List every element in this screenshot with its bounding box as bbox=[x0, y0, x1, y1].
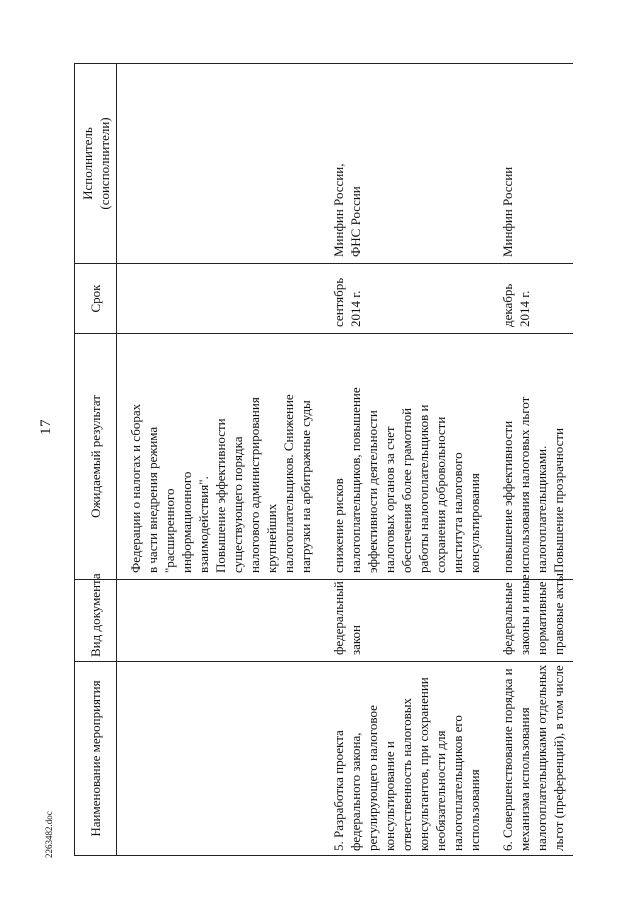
cell-expected-result bbox=[489, 334, 573, 580]
cell-text-line: крупнейших bbox=[264, 503, 279, 573]
cell-text-line: Минфин России, bbox=[331, 163, 346, 257]
cell-text-line: федеральный bbox=[331, 581, 346, 655]
cell-text-line: 5. Разработка проекта bbox=[331, 730, 346, 851]
cell-text-line: консультантов, при сохранении bbox=[416, 677, 431, 851]
cell-text-line: снижение рисков bbox=[331, 478, 346, 573]
header-line: Срок bbox=[88, 284, 103, 313]
cell-text-line: налогоплательщиками отдельных bbox=[534, 664, 549, 851]
cell-text-line: эффективности деятельности bbox=[365, 410, 380, 573]
cell-text-line: налогового администрирования bbox=[247, 397, 262, 573]
cell-text-line: правовые акты bbox=[551, 573, 566, 655]
cell-text-line: налогоплательщиков. Снижение bbox=[281, 394, 296, 573]
table-row bbox=[117, 64, 320, 856]
cell-text-line: существующего порядка bbox=[230, 436, 245, 573]
cell-text-line: 2014 г. bbox=[348, 290, 363, 327]
cell-text-line: ФНС России bbox=[348, 186, 363, 257]
cell-executor bbox=[489, 64, 573, 264]
cell-text-line: консультирование и bbox=[382, 741, 397, 851]
document-code: 2263482.doc bbox=[44, 811, 54, 858]
cell-text-line: консультирования bbox=[467, 473, 482, 573]
table-row bbox=[489, 64, 573, 856]
cell-document-type bbox=[320, 580, 489, 662]
cell-expected-result bbox=[320, 334, 489, 580]
cell-text-line: ответственность налоговых bbox=[399, 697, 414, 851]
cell-text-line: Минфин России bbox=[500, 166, 515, 257]
cell-measure-name bbox=[320, 662, 489, 856]
cell-deadline bbox=[117, 264, 320, 334]
cell-text-line: механизма использования bbox=[517, 707, 532, 851]
cell-text-line: в части внедрения режима bbox=[145, 426, 160, 573]
cell-text-line: льгот (преференций), в том числе bbox=[551, 665, 566, 851]
cell-text-line: 6. Совершенствование порядка и bbox=[500, 668, 515, 851]
cell-text-line: обеспечения более грамотной bbox=[399, 407, 414, 573]
cell-deadline bbox=[489, 264, 573, 334]
cell-text-line: налоговых органов за счет bbox=[382, 426, 397, 573]
cell-text-line: сентябрь bbox=[331, 277, 346, 327]
cell-text-line: декабрь bbox=[500, 283, 515, 327]
cell-text-line: повышение эффективности bbox=[500, 420, 515, 573]
header-deadline bbox=[75, 264, 117, 334]
cell-text-line: необязательности для bbox=[433, 730, 448, 851]
cell-text-line: налогоплательщиков, повышение bbox=[348, 387, 363, 573]
measures-table bbox=[74, 63, 573, 856]
cell-text-line: информационного bbox=[179, 471, 194, 573]
table-body bbox=[117, 64, 573, 856]
header-line: Наименование мероприятия bbox=[88, 680, 103, 837]
cell-text-line: федеральные bbox=[500, 582, 515, 655]
header-row bbox=[75, 64, 117, 856]
header-line: Ожидаемый результат bbox=[88, 395, 103, 518]
cell-text-line: взаимодействия". bbox=[196, 476, 211, 573]
cell-text-line: Повышение эффективности bbox=[213, 418, 228, 573]
cell-text-line: Федерации о налогах и сборах bbox=[128, 403, 143, 573]
cell-text-line: нормативные bbox=[534, 581, 549, 655]
cell-document-type bbox=[489, 573, 573, 662]
cell-text-line: нагрузки на арбитражные суды bbox=[298, 400, 313, 573]
cell-text-line: "расширенного bbox=[162, 488, 177, 573]
header-line: Вид документа bbox=[88, 573, 103, 657]
cell-text-line: регулирующего налоговое bbox=[365, 705, 380, 851]
table-row bbox=[320, 64, 489, 856]
cell-text-line: 2014 г. bbox=[517, 290, 532, 327]
header-measure-name bbox=[75, 662, 117, 856]
cell-executor bbox=[117, 64, 320, 264]
cell-document-type bbox=[117, 580, 320, 662]
cell-measure-name bbox=[489, 662, 573, 856]
header-executor bbox=[75, 64, 117, 264]
cell-text-line: сохранения добровольности bbox=[433, 416, 448, 573]
header-document-type bbox=[75, 573, 117, 662]
cell-deadline bbox=[320, 264, 489, 334]
header-line: (соисполнители) bbox=[96, 117, 112, 210]
header-expected-result bbox=[75, 334, 117, 580]
cell-measure-name bbox=[117, 662, 320, 856]
rotated-table-container bbox=[74, 64, 614, 856]
cell-text-line: налогоплательщиками. bbox=[534, 445, 549, 573]
page-number: 17 bbox=[38, 419, 54, 435]
cell-text-line: закон bbox=[348, 624, 363, 655]
header-line: Исполнитель bbox=[79, 127, 95, 200]
cell-text-line: института налогового bbox=[450, 452, 465, 573]
cell-executor bbox=[320, 64, 489, 264]
cell-text-line: Повышение прозрачности bbox=[551, 427, 566, 573]
cell-text-line: законы и иные bbox=[517, 574, 532, 655]
cell-text-line: использования bbox=[467, 769, 482, 851]
cell-text-line: федерального закона, bbox=[348, 732, 363, 851]
cell-expected-result bbox=[117, 334, 320, 580]
cell-text-line: использования налоговых льгот bbox=[517, 396, 532, 573]
cell-text-line: работы налогоплательщиков и bbox=[416, 404, 431, 573]
cell-text-line: налогоплательщиков его bbox=[450, 715, 465, 851]
